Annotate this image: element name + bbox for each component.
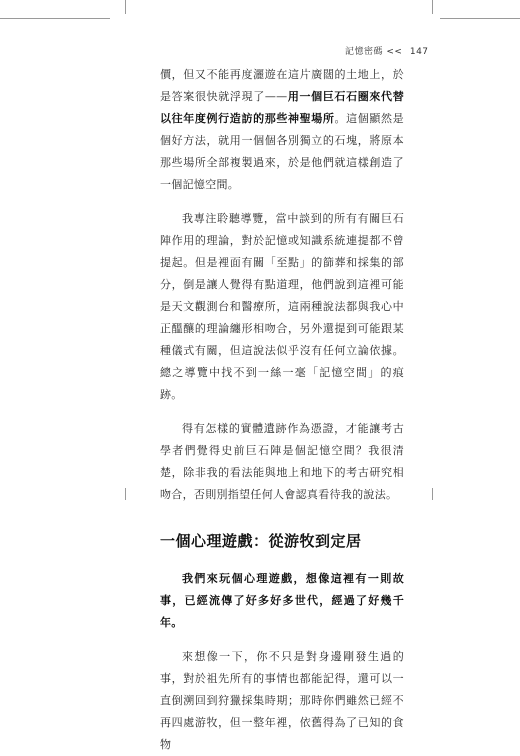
paragraph-1-tail: 。這個顯然是個好方法，就用一個個各別獨立的石塊，將原本那些場所全部複製過來，於是他們就這樣創造了一個記憶空間。 xyxy=(160,112,404,191)
crop-mark xyxy=(0,18,110,19)
crop-mark xyxy=(125,0,126,14)
paragraph-2: 我專注聆聽導覽，當中談到的所有有關巨石陣作用的理論，對於記憶或知識系統連提都不曾提起。但是裡面有關「至點」的篩葬和採集的部分，倒是讓人覺得有點道理，他們說到這裡可能是天文觀測台和醫療所，這兩種說法都與我心中正醞釀的理論纏形相吻合，另外還提到可能跟某種儀式有關，但這說法似乎沒有任何立論依據。總之導覽中找不到一絲一毫「記憶空間」的痕跡。 xyxy=(160,212,404,401)
separator: << xyxy=(386,47,403,57)
paragraph-1-lead: 價，但又不能再度灑遊在這片廣闊的土地上，於是答案很快就浮現了—— xyxy=(160,68,404,103)
page-number: 147 xyxy=(409,47,429,57)
running-title: 記憶密碼 xyxy=(345,47,384,57)
crop-mark xyxy=(432,488,433,500)
paragraph-4: 我們來玩個心理遊戲，想像這裡有一則故事，已經流傳了好多好多世代，經過了好幾千年。 xyxy=(160,572,404,629)
running-head xyxy=(345,44,429,57)
paragraph-3: 得有怎樣的實體遺跡作為憑證，才能讓考古學者們覺得史前巨石陣是個記憶空間？我很清楚，除非我的看法能與地上和地下的考古研究相吻合，否則別指望任何人會認真看待我的說法。 xyxy=(160,422,404,501)
paragraph-1 xyxy=(160,64,404,196)
paragraph-1-emphasis: 用一個巨石石圈來代替以往年度例行造訪的那些神聖場所 xyxy=(160,90,404,125)
body-text xyxy=(160,64,404,756)
crop-mark xyxy=(432,0,433,14)
crop-mark xyxy=(125,488,126,500)
section-heading: 一個心理遊戲：從游牧到定居 xyxy=(160,532,362,550)
crop-mark xyxy=(440,18,520,19)
paragraph-5: 來想像一下，你不只是對身邊剛發生過的事，對於祖先所有的事情也都能記得，還可以一直倒溯回到狩獵採集時期；那時你們雖然已經不再四處游牧，但一整年裡，依舊得為了已知的食物 xyxy=(160,650,404,751)
